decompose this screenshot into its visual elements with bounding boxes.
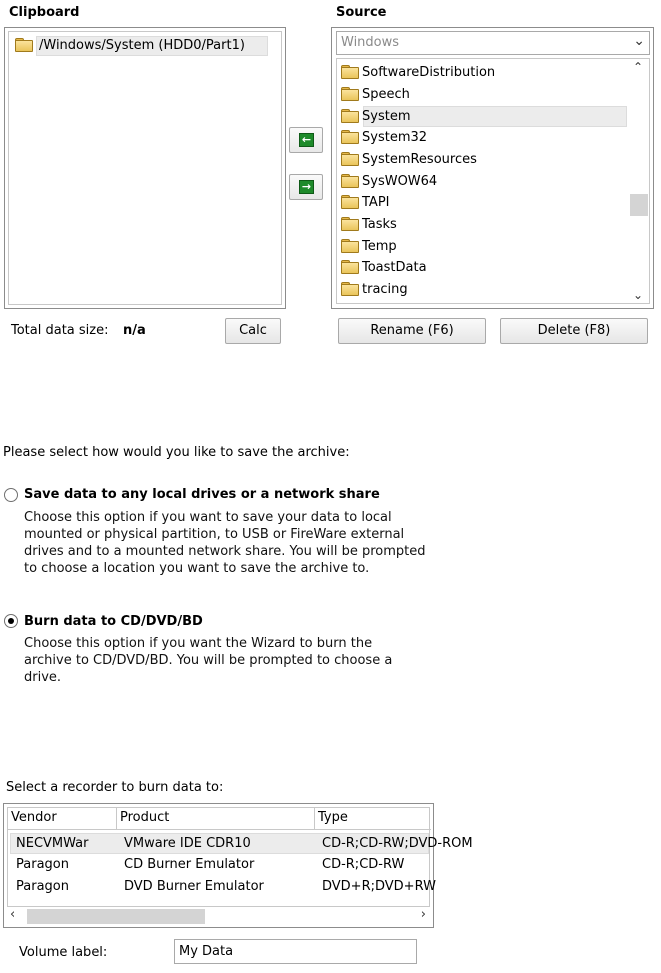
clipboard-title: Clipboard (9, 5, 80, 20)
calc-button[interactable]: Calc (225, 318, 281, 344)
list-item[interactable]: SoftwareDistribution (341, 63, 495, 83)
save-local-radio[interactable] (4, 488, 18, 502)
copy-to-clipboard-button[interactable] (289, 127, 323, 153)
folder-icon (341, 109, 357, 121)
list-item[interactable]: tracing (341, 280, 408, 300)
column-header-vendor[interactable]: Vendor (11, 810, 57, 825)
list-item[interactable]: TAPI (341, 193, 390, 213)
scroll-left-icon[interactable]: ‹ (10, 907, 16, 922)
source-dropdown[interactable] (336, 31, 650, 55)
folder-icon (341, 130, 357, 142)
list-item[interactable]: SystemResources (341, 150, 477, 170)
list-item[interactable]: System (341, 107, 410, 127)
list-item[interactable]: ToastData (341, 258, 427, 278)
list-item[interactable]: System32 (341, 128, 427, 148)
folder-icon (341, 87, 357, 99)
folder-icon (341, 217, 357, 229)
scroll-down-icon[interactable]: ⌄ (633, 288, 644, 302)
folder-icon (341, 260, 357, 272)
volume-label: Volume label: (19, 945, 108, 960)
save-local-title[interactable]: Save data to any local drives or a network share (24, 487, 380, 502)
source-list[interactable] (336, 58, 650, 304)
total-size-label: Total data size: (11, 323, 109, 338)
save-prompt: Please select how would you like to save the archive: (3, 445, 350, 460)
folder-icon (341, 174, 357, 186)
recorder-prompt: Select a recorder to burn data to: (6, 780, 224, 795)
rename-button[interactable]: Rename (F6) (338, 318, 486, 344)
arrow-left-icon: ← (299, 133, 314, 147)
scroll-right-icon[interactable]: › (420, 907, 426, 922)
arrow-right-icon: → (299, 180, 314, 194)
list-item[interactable]: Temp (341, 237, 397, 257)
folder-icon (341, 152, 357, 164)
folder-icon (341, 195, 357, 207)
save-local-description: Choose this option if you want to save your data to local mounted or physical partition, to USB or FireWare external drives and to a mounted network share. You will be prompted to choose a location you want to save the archive to. (24, 510, 426, 576)
copy-to-source-button[interactable] (289, 174, 323, 200)
list-item[interactable]: Tasks (341, 215, 397, 235)
burn-title[interactable]: Burn data to CD/DVD/BD (24, 614, 203, 629)
source-dropdown-value: Windows (341, 35, 400, 50)
total-size-value: n/a (123, 323, 146, 338)
table-row[interactable]: Paragon CD Burner Emulator CD-R;CD-RW (16, 857, 405, 872)
clipboard-item-label: /Windows/System (HDD0/Part1) (36, 36, 268, 56)
folder-icon (341, 282, 357, 294)
table-row[interactable]: Paragon DVD Burner Emulator DVD+R;DVD+RW (16, 879, 436, 894)
folder-icon (15, 38, 31, 50)
column-header-type[interactable]: Type (318, 810, 348, 825)
chevron-down-icon: ⌄ (633, 33, 645, 49)
source-title: Source (336, 5, 387, 20)
scrollbar-thumb[interactable] (27, 909, 205, 924)
vertical-scrollbar[interactable] (629, 59, 649, 303)
folder-icon (341, 239, 357, 251)
horizontal-scrollbar[interactable] (7, 908, 430, 925)
scrollbar-thumb[interactable] (630, 194, 648, 216)
burn-radio[interactable] (4, 614, 18, 628)
clipboard-panel[interactable] (4, 27, 286, 309)
list-item[interactable]: SysWOW64 (341, 172, 437, 192)
table-row[interactable]: NECVMWar VMware IDE CDR10 CD-R;CD-RW;DVD-ROM (10, 833, 429, 854)
clipboard-item[interactable] (15, 36, 268, 56)
scroll-up-icon[interactable]: ⌃ (633, 60, 644, 74)
table-header (8, 808, 431, 830)
burn-description: Choose this option if you want the Wizard to burn the archive to CD/DVD/BD. You will be prompted to choose a drive. (24, 636, 393, 685)
folder-icon (341, 65, 357, 77)
source-panel (331, 27, 654, 309)
column-header-product[interactable]: Product (120, 810, 170, 825)
list-item[interactable]: Speech (341, 85, 410, 105)
delete-button[interactable]: Delete (F8) (500, 318, 648, 344)
volume-label-input[interactable] (174, 939, 417, 964)
recorder-table[interactable] (3, 803, 473, 928)
